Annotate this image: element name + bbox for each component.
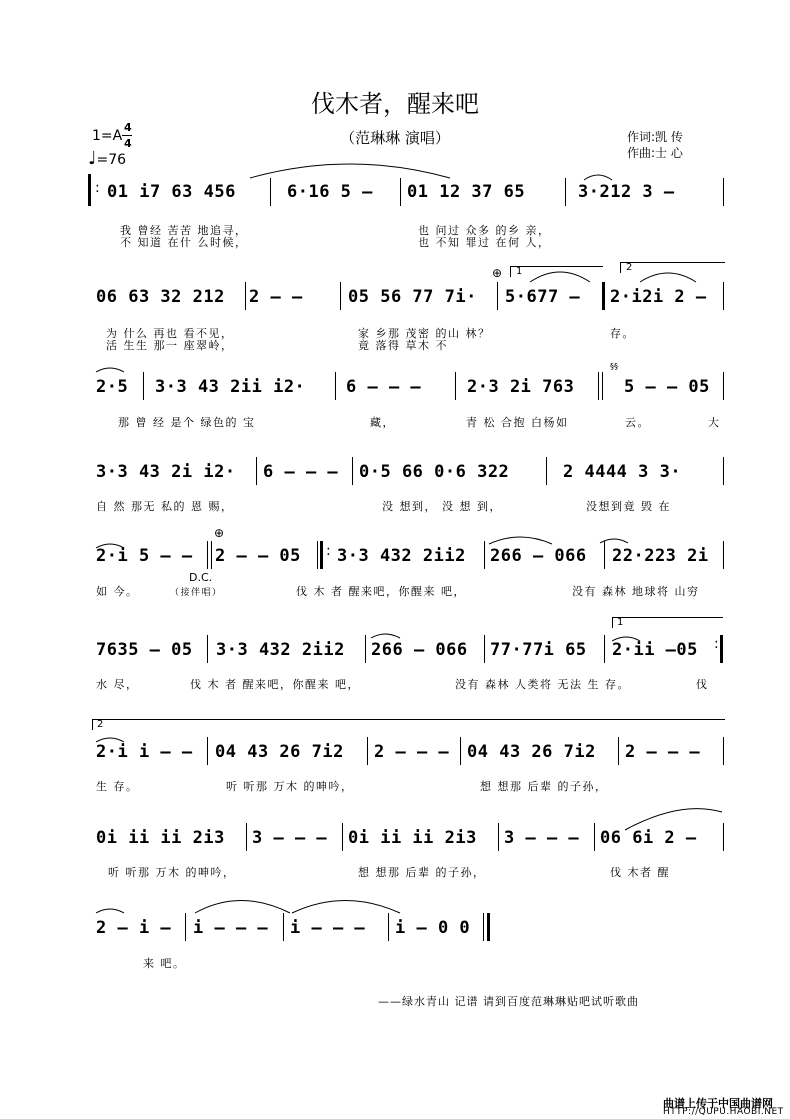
measure: 7635 — 05	[96, 640, 193, 660]
lyric-line: 家 乡那 茂密 的山 林？	[358, 327, 491, 340]
lyric-line: 竟 落得 草木 不	[358, 339, 448, 352]
measure: 6·16 5 —	[287, 182, 373, 202]
measure: 3·3 432 2ii2	[337, 546, 466, 566]
key-signature: 1=A	[92, 128, 123, 144]
measure: 5 — — 05	[624, 377, 710, 397]
lyric-line: 存。	[610, 327, 635, 340]
measure: 2 — — 05	[215, 546, 301, 566]
measure: 0i ii ii 2i3	[348, 828, 477, 848]
slur	[530, 272, 590, 282]
slur	[600, 539, 628, 543]
slur	[371, 634, 400, 638]
lyric-line: 伐 木者 醒	[610, 866, 670, 879]
lyric-line: 那 曾 经 是个 绿色的 宝	[118, 416, 256, 429]
measure: 2·i2i 2 —	[610, 287, 707, 307]
tie	[292, 901, 400, 914]
lyric-line: 也 问过 众多 的乡 亲，	[418, 224, 551, 237]
dc-marking: D.C.	[189, 571, 213, 584]
coda-icon: ⊕	[214, 526, 225, 540]
lyric-line: 不 知道 在什 么时候，	[120, 236, 248, 249]
measure: 3·3 43 2ii i2·	[155, 377, 306, 397]
measure: 2 — — —	[374, 742, 450, 762]
lyric-line: （接伴唱）	[170, 588, 223, 598]
measure: 05 56 77 7i·	[348, 287, 477, 307]
measure: 3 — — —	[504, 828, 580, 848]
measure: 2·i 5 — —	[96, 546, 193, 566]
transcriber-note: ——绿水青山 记谱 请到百度范琳琳贴吧试听歌曲	[378, 995, 639, 1008]
segno-mark: §§	[610, 362, 618, 371]
site-url: HTTP://QUPU.HAOBI.NET	[663, 1107, 784, 1117]
slur	[250, 164, 450, 178]
measure: 2 — — —	[625, 742, 701, 762]
measure: 77·77i 65	[490, 640, 587, 660]
measure: 266 — 066	[490, 546, 587, 566]
tie	[195, 901, 290, 914]
measure: 3·3 432 2ii2	[216, 640, 345, 660]
volta-1-label: 1	[516, 266, 523, 277]
slur	[612, 637, 640, 641]
lyric-line: 没 想到， 没 想 到，	[382, 500, 502, 513]
performer-subtitle: （范琳琳 演唱）	[340, 129, 450, 147]
lyric-line: 想 想那 后辈 的子孙，	[358, 866, 486, 879]
measure: 6 — — —	[346, 377, 422, 397]
repeat-dots: :	[95, 180, 100, 196]
lyric-line: 青 松 合抱 白杨如	[466, 416, 569, 429]
lyric-line: 也 不知 罪过 在何 人，	[418, 236, 551, 249]
slur	[640, 273, 696, 282]
lyricist-credit: 作词:凯 传	[627, 130, 683, 144]
volta-2-label: 2	[626, 262, 633, 273]
lyric-line: 为 什么 再也 看不见，	[106, 327, 234, 340]
lyric-line: 伐	[696, 678, 709, 691]
measure: 0·5 66 0·6 322	[359, 462, 510, 482]
slur	[625, 809, 722, 830]
slur	[489, 537, 552, 544]
measure: 2·i i — —	[96, 742, 193, 762]
measure: 01 i7 63 456	[107, 182, 236, 202]
time-signature-bottom: 4	[124, 137, 132, 150]
lyric-line: 水 尽，	[96, 678, 139, 691]
measure: 06 6i 2 —	[600, 828, 697, 848]
measure: 22·223 2i	[612, 546, 709, 566]
measure: 06 63 32 212	[96, 287, 225, 307]
measure: i — — —	[193, 918, 269, 938]
measure: 2 — —	[249, 287, 303, 307]
measure: 2·ii —05	[612, 640, 698, 660]
tempo-value: =76	[96, 152, 127, 168]
measure: 266 — 066	[371, 640, 468, 660]
lyric-line: 来 吧。	[143, 957, 186, 970]
lyric-line: 想 想那 后辈 的子孙，	[480, 780, 608, 793]
measure: 01 12 37 65	[407, 182, 526, 202]
measure: 0i ii ii 2i3	[96, 828, 225, 848]
lyric-line: 大	[708, 416, 721, 429]
volta-1-label: 1	[617, 617, 624, 628]
lyric-line: 没有 森林 地球将 山穷	[572, 585, 700, 598]
lyric-line: 生 存。	[96, 780, 139, 793]
lyric-line: 伐 木 者 醒来吧，你醒来 吧，	[296, 585, 466, 598]
coda-icon: ⊕	[492, 266, 503, 280]
lyric-line: 藏，	[370, 416, 395, 429]
slur	[96, 738, 124, 742]
measure: 2·3 2i 763	[467, 377, 575, 397]
measure: 2 4444 3 3·	[563, 462, 682, 482]
volta-2-label: 2	[97, 719, 104, 730]
lyric-line: 云。	[625, 416, 650, 429]
composer-credit: 作曲:士 心	[627, 146, 683, 160]
lyric-line: 我 曾经 苦苦 地追寻，	[120, 224, 248, 237]
lyric-line: 没想到竟 毁 在	[586, 500, 671, 513]
lyric-line: 如 今。	[96, 585, 139, 598]
lyric-line: 听 听那 万木 的呻吟，	[226, 780, 354, 793]
slur	[96, 544, 124, 548]
quarter-note-icon: ♩	[88, 148, 97, 169]
measure: 6 — — —	[263, 462, 339, 482]
lyric-line: 听 听那 万木 的呻吟，	[108, 866, 236, 879]
measure: i — 0 0	[395, 918, 471, 938]
slur	[96, 909, 124, 913]
slur	[96, 368, 124, 372]
measure: i — — —	[290, 918, 366, 938]
lyric-line: 自 然 那无 私的 恩 赐，	[96, 500, 234, 513]
time-signature-top: 4	[124, 121, 132, 134]
measure: 3·212 3 —	[578, 182, 675, 202]
measure: 3·3 43 2i i2·	[96, 462, 236, 482]
measure: 2·5	[96, 377, 129, 397]
lyric-line: 没有 森林 人类将 无法 生 存。	[455, 678, 630, 691]
measure: 04 43 26 7i2	[215, 742, 344, 762]
repeat-dots: :	[714, 636, 719, 652]
measure: 2 — i —	[96, 918, 172, 938]
measure: 5·677 —	[505, 287, 581, 307]
lyric-line: 伐 木 者 醒来吧，你醒来 吧，	[190, 678, 360, 691]
song-title: 伐木者，醒来吧	[311, 90, 479, 118]
measure: 3 — — —	[252, 828, 328, 848]
lyric-line: 活 生生 那一 座翠岭，	[106, 339, 234, 352]
triplet-slur	[584, 175, 612, 180]
measure: 04 43 26 7i2	[467, 742, 596, 762]
site-credit: 曲谱上传于中国曲谱网	[663, 1097, 773, 1110]
